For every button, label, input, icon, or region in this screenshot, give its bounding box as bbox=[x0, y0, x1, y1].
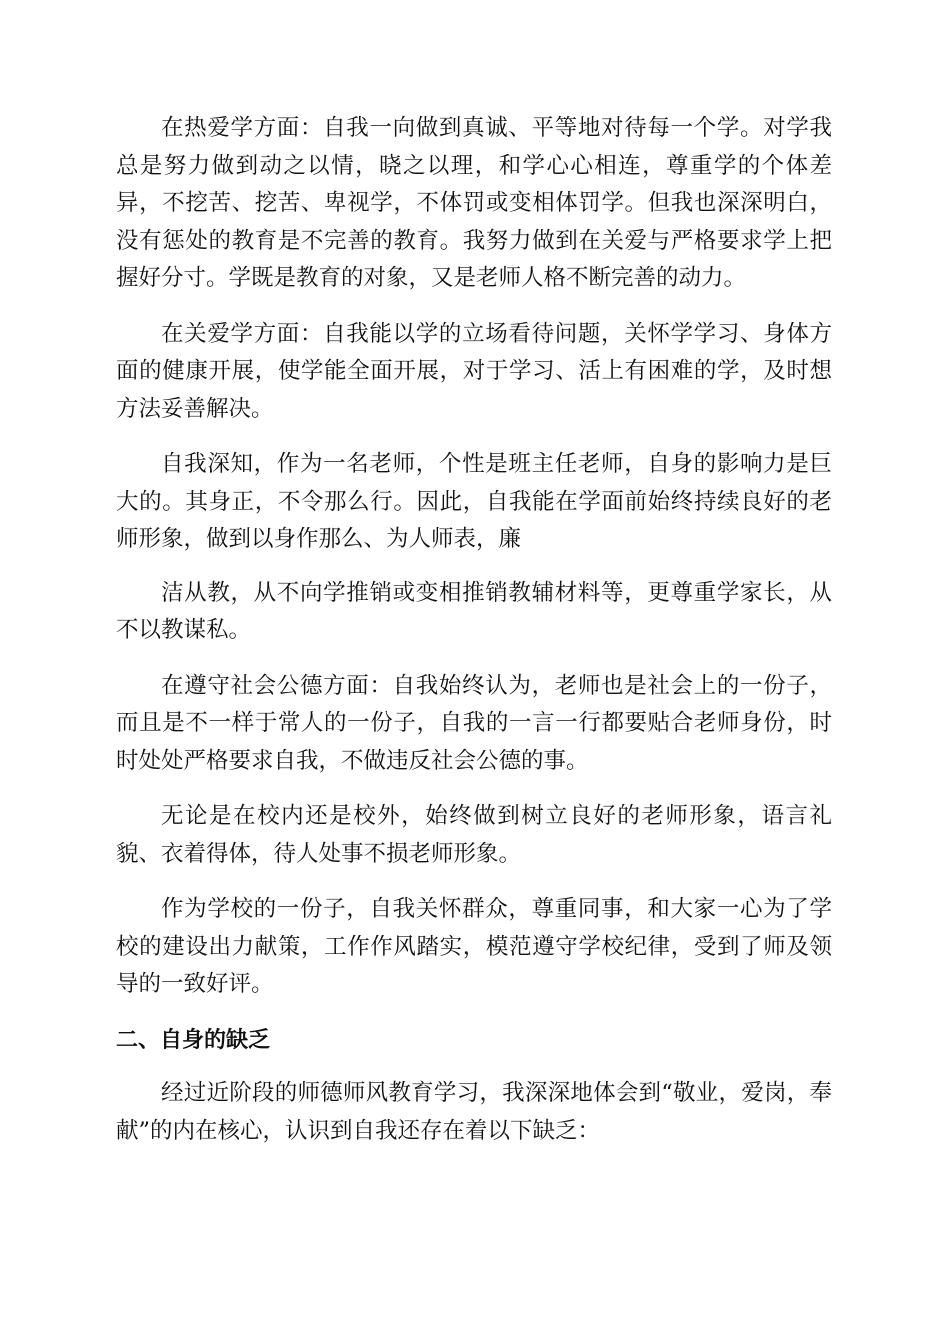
paragraph-conduct: 无论是在校内还是校外，始终做到树立良好的老师形象，语言礼貌、衣着得体，待人处事不损老师形象。 bbox=[116, 803, 832, 867]
paragraph-student-care: 在关爱学方面：自我能以学的立场看待问题，关怀学学习、身体方面的健康开展，使学能全面开展，对于学习、活上有困难的学，及时想方法妥善解决。 bbox=[116, 320, 832, 422]
paragraph-school-member: 作为学校的一份子，自我关怀群众，尊重同事，和大家一心为了学校的建设出力献策，工作作风踏实，模范遵守学校纪律，受到了师及领导的一致好评。 bbox=[116, 896, 832, 997]
paragraph-student-love: 在热爱学方面：自我一向做到真诚、平等地对待每一个学。对学我总是努力做到动之以情，晓之以理，和学心心相连，尊重学的个体差异，不挖苦、挖苦、卑视学，不体罚或变相体罚学。但我也深深明白，没有惩处的教育是不完善的教育。我努力做到在关爱与严格要求学上把握好分寸。学既是教育的对象，又是老师人格不断完善的动力。 bbox=[116, 115, 832, 291]
section-heading: 二、自身的缺乏 bbox=[116, 1027, 271, 1053]
document-body bbox=[116, 110, 832, 1168]
paragraph-role-model: 自我深知，作为一名老师，个性是班主任老师，自身的影响力是巨大的。其身正，不令那么行。因此，自我能在学面前始终持续良好的老师形象，做到以身作那么、为人师表，廉 bbox=[116, 451, 832, 552]
paragraph-social-ethics: 在遵守社会公德方面：自我始终认为，老师也是社会上的一份子，而且是不一样于常人的一份子，自我的一言一行都要贴合老师身份，时时处处严格要求自我，不做违反社会公德的事。 bbox=[116, 672, 832, 774]
paragraph-integrity: 洁从教，从不向学推销或变相推销教辅材料等，更尊重学家长，从不以教谋私。 bbox=[116, 579, 832, 643]
paragraph-shortcomings-intro: 经过近阶段的师德师风教育学习，我深深地体会到“敬业，爱岗，奉献”的内在核心，认识到自我还存在着以下缺乏： bbox=[116, 1080, 832, 1144]
